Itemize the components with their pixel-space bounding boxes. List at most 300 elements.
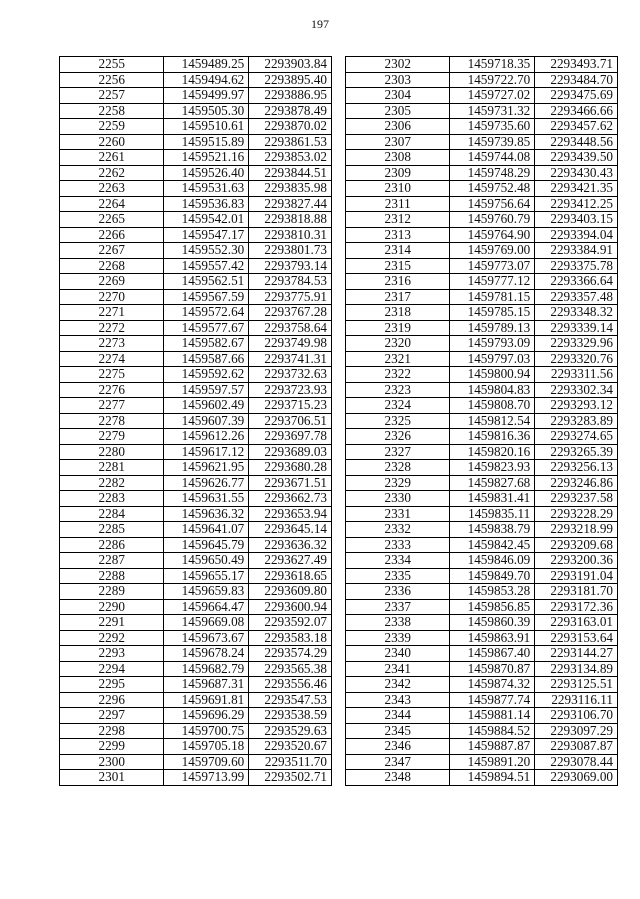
x-coordinate-cell: 1459557.42 bbox=[164, 258, 249, 274]
x-coordinate-cell: 1459727.02 bbox=[450, 88, 535, 104]
point-number-cell: 2276 bbox=[60, 382, 164, 398]
y-coordinate-cell: 2293741.31 bbox=[249, 351, 332, 367]
coordinate-table-left bbox=[59, 56, 332, 786]
y-coordinate-cell: 2293394.04 bbox=[535, 227, 618, 243]
y-coordinate-cell: 2293218.99 bbox=[535, 522, 618, 538]
x-coordinate-cell: 1459769.00 bbox=[450, 243, 535, 259]
coordinate-table-right bbox=[345, 56, 618, 786]
x-coordinate-cell: 1459823.93 bbox=[450, 460, 535, 476]
y-coordinate-cell: 2293861.53 bbox=[249, 134, 332, 150]
point-number-cell: 2294 bbox=[60, 661, 164, 677]
point-number-cell: 2309 bbox=[346, 165, 450, 181]
x-coordinate-cell: 1459631.55 bbox=[164, 491, 249, 507]
y-coordinate-cell: 2293853.02 bbox=[249, 150, 332, 166]
y-coordinate-cell: 2293172.36 bbox=[535, 599, 618, 615]
y-coordinate-cell: 2293116.11 bbox=[535, 692, 618, 708]
x-coordinate-cell: 1459645.79 bbox=[164, 537, 249, 553]
table-row bbox=[346, 88, 618, 104]
x-coordinate-cell: 1459827.68 bbox=[450, 475, 535, 491]
y-coordinate-cell: 2293246.86 bbox=[535, 475, 618, 491]
y-coordinate-cell: 2293106.70 bbox=[535, 708, 618, 724]
table-row bbox=[346, 181, 618, 197]
point-number-cell: 2288 bbox=[60, 568, 164, 584]
x-coordinate-cell: 1459682.79 bbox=[164, 661, 249, 677]
x-coordinate-cell: 1459592.62 bbox=[164, 367, 249, 383]
point-number-cell: 2279 bbox=[60, 429, 164, 445]
x-coordinate-cell: 1459863.91 bbox=[450, 630, 535, 646]
x-coordinate-cell: 1459542.01 bbox=[164, 212, 249, 228]
point-number-cell: 2312 bbox=[346, 212, 450, 228]
x-coordinate-cell: 1459597.57 bbox=[164, 382, 249, 398]
table-row bbox=[60, 398, 332, 414]
x-coordinate-cell: 1459760.79 bbox=[450, 212, 535, 228]
y-coordinate-cell: 2293466.66 bbox=[535, 103, 618, 119]
x-coordinate-cell: 1459793.09 bbox=[450, 336, 535, 352]
point-number-cell: 2271 bbox=[60, 305, 164, 321]
table-row bbox=[346, 150, 618, 166]
point-number-cell: 2298 bbox=[60, 723, 164, 739]
table-row bbox=[60, 150, 332, 166]
point-number-cell: 2343 bbox=[346, 692, 450, 708]
y-coordinate-cell: 2293645.14 bbox=[249, 522, 332, 538]
point-number-cell: 2344 bbox=[346, 708, 450, 724]
table-row bbox=[60, 491, 332, 507]
x-coordinate-cell: 1459713.99 bbox=[164, 770, 249, 786]
table-row bbox=[60, 351, 332, 367]
y-coordinate-cell: 2293618.65 bbox=[249, 568, 332, 584]
point-number-cell: 2281 bbox=[60, 460, 164, 476]
table-row bbox=[346, 258, 618, 274]
y-coordinate-cell: 2293565.38 bbox=[249, 661, 332, 677]
x-coordinate-cell: 1459687.31 bbox=[164, 677, 249, 693]
y-coordinate-cell: 2293592.07 bbox=[249, 615, 332, 631]
table-row bbox=[60, 444, 332, 460]
point-number-cell: 2263 bbox=[60, 181, 164, 197]
point-number-cell: 2326 bbox=[346, 429, 450, 445]
table-row bbox=[60, 212, 332, 228]
x-coordinate-cell: 1459856.85 bbox=[450, 599, 535, 615]
y-coordinate-cell: 2293793.14 bbox=[249, 258, 332, 274]
point-number-cell: 2308 bbox=[346, 150, 450, 166]
table-row bbox=[346, 615, 618, 631]
y-coordinate-cell: 2293457.62 bbox=[535, 119, 618, 135]
x-coordinate-cell: 1459735.60 bbox=[450, 119, 535, 135]
table-row bbox=[346, 708, 618, 724]
x-coordinate-cell: 1459842.45 bbox=[450, 537, 535, 553]
y-coordinate-cell: 2293636.32 bbox=[249, 537, 332, 553]
x-coordinate-cell: 1459617.12 bbox=[164, 444, 249, 460]
x-coordinate-cell: 1459777.12 bbox=[450, 274, 535, 290]
point-number-cell: 2266 bbox=[60, 227, 164, 243]
table-row bbox=[346, 119, 618, 135]
table-row bbox=[346, 413, 618, 429]
table-row bbox=[346, 506, 618, 522]
y-coordinate-cell: 2293320.76 bbox=[535, 351, 618, 367]
y-coordinate-cell: 2293274.65 bbox=[535, 429, 618, 445]
x-coordinate-cell: 1459700.75 bbox=[164, 723, 249, 739]
point-number-cell: 2319 bbox=[346, 320, 450, 336]
page-number: 197 bbox=[311, 17, 329, 31]
point-number-cell: 2268 bbox=[60, 258, 164, 274]
point-number-cell: 2347 bbox=[346, 754, 450, 770]
point-number-cell: 2269 bbox=[60, 274, 164, 290]
table-row bbox=[346, 165, 618, 181]
table-row bbox=[346, 336, 618, 352]
table-row bbox=[346, 754, 618, 770]
point-number-cell: 2302 bbox=[346, 57, 450, 73]
table-row bbox=[346, 289, 618, 305]
point-number-cell: 2292 bbox=[60, 630, 164, 646]
point-number-cell: 2297 bbox=[60, 708, 164, 724]
x-coordinate-cell: 1459884.52 bbox=[450, 723, 535, 739]
point-number-cell: 2296 bbox=[60, 692, 164, 708]
table-row bbox=[346, 429, 618, 445]
point-number-cell: 2321 bbox=[346, 351, 450, 367]
y-coordinate-cell: 2293144.27 bbox=[535, 646, 618, 662]
y-coordinate-cell: 2293087.87 bbox=[535, 739, 618, 755]
y-coordinate-cell: 2293878.49 bbox=[249, 103, 332, 119]
point-number-cell: 2285 bbox=[60, 522, 164, 538]
x-coordinate-cell: 1459572.64 bbox=[164, 305, 249, 321]
table-row bbox=[60, 165, 332, 181]
x-coordinate-cell: 1459505.30 bbox=[164, 103, 249, 119]
point-number-cell: 2336 bbox=[346, 584, 450, 600]
table-row bbox=[346, 568, 618, 584]
point-number-cell: 2275 bbox=[60, 367, 164, 383]
x-coordinate-cell: 1459673.67 bbox=[164, 630, 249, 646]
point-number-cell: 2277 bbox=[60, 398, 164, 414]
point-number-cell: 2324 bbox=[346, 398, 450, 414]
y-coordinate-cell: 2293653.94 bbox=[249, 506, 332, 522]
point-number-cell: 2340 bbox=[346, 646, 450, 662]
table-row bbox=[346, 134, 618, 150]
y-coordinate-cell: 2293723.93 bbox=[249, 382, 332, 398]
point-number-cell: 2293 bbox=[60, 646, 164, 662]
point-number-cell: 2286 bbox=[60, 537, 164, 553]
y-coordinate-cell: 2293627.49 bbox=[249, 553, 332, 569]
x-coordinate-cell: 1459536.83 bbox=[164, 196, 249, 212]
x-coordinate-cell: 1459607.39 bbox=[164, 413, 249, 429]
table-row bbox=[346, 305, 618, 321]
table-row bbox=[346, 491, 618, 507]
y-coordinate-cell: 2293069.00 bbox=[535, 770, 618, 786]
x-coordinate-cell: 1459526.40 bbox=[164, 165, 249, 181]
x-coordinate-cell: 1459874.32 bbox=[450, 677, 535, 693]
x-coordinate-cell: 1459816.36 bbox=[450, 429, 535, 445]
point-number-cell: 2323 bbox=[346, 382, 450, 398]
point-number-cell: 2304 bbox=[346, 88, 450, 104]
y-coordinate-cell: 2293348.32 bbox=[535, 305, 618, 321]
table-row bbox=[60, 692, 332, 708]
point-number-cell: 2255 bbox=[60, 57, 164, 73]
x-coordinate-cell: 1459838.79 bbox=[450, 522, 535, 538]
y-coordinate-cell: 2293448.56 bbox=[535, 134, 618, 150]
y-coordinate-cell: 2293421.35 bbox=[535, 181, 618, 197]
point-number-cell: 2261 bbox=[60, 150, 164, 166]
table-row bbox=[346, 227, 618, 243]
point-number-cell: 2264 bbox=[60, 196, 164, 212]
x-coordinate-cell: 1459752.48 bbox=[450, 181, 535, 197]
point-number-cell: 2256 bbox=[60, 72, 164, 88]
point-number-cell: 2317 bbox=[346, 289, 450, 305]
y-coordinate-cell: 2293097.29 bbox=[535, 723, 618, 739]
point-number-cell: 2318 bbox=[346, 305, 450, 321]
table-row bbox=[60, 646, 332, 662]
table-row bbox=[60, 615, 332, 631]
x-coordinate-cell: 1459655.17 bbox=[164, 568, 249, 584]
y-coordinate-cell: 2293125.51 bbox=[535, 677, 618, 693]
point-number-cell: 2280 bbox=[60, 444, 164, 460]
point-number-cell: 2338 bbox=[346, 615, 450, 631]
point-number-cell: 2345 bbox=[346, 723, 450, 739]
y-coordinate-cell: 2293302.34 bbox=[535, 382, 618, 398]
table-row bbox=[60, 57, 332, 73]
x-coordinate-cell: 1459705.18 bbox=[164, 739, 249, 755]
point-number-cell: 2316 bbox=[346, 274, 450, 290]
x-coordinate-cell: 1459515.89 bbox=[164, 134, 249, 150]
x-coordinate-cell: 1459764.90 bbox=[450, 227, 535, 243]
table-row bbox=[60, 475, 332, 491]
point-number-cell: 2306 bbox=[346, 119, 450, 135]
table-row bbox=[346, 460, 618, 476]
x-coordinate-cell: 1459567.59 bbox=[164, 289, 249, 305]
y-coordinate-cell: 2293775.91 bbox=[249, 289, 332, 305]
table-row bbox=[346, 630, 618, 646]
table-row bbox=[60, 506, 332, 522]
x-coordinate-cell: 1459853.28 bbox=[450, 584, 535, 600]
y-coordinate-cell: 2293529.63 bbox=[249, 723, 332, 739]
x-coordinate-cell: 1459739.85 bbox=[450, 134, 535, 150]
point-number-cell: 2329 bbox=[346, 475, 450, 491]
y-coordinate-cell: 2293732.63 bbox=[249, 367, 332, 383]
table-row bbox=[60, 413, 332, 429]
x-coordinate-cell: 1459636.32 bbox=[164, 506, 249, 522]
x-coordinate-cell: 1459831.41 bbox=[450, 491, 535, 507]
y-coordinate-cell: 2293403.15 bbox=[535, 212, 618, 228]
x-coordinate-cell: 1459626.77 bbox=[164, 475, 249, 491]
table-row bbox=[346, 537, 618, 553]
y-coordinate-cell: 2293810.31 bbox=[249, 227, 332, 243]
point-number-cell: 2346 bbox=[346, 739, 450, 755]
y-coordinate-cell: 2293439.50 bbox=[535, 150, 618, 166]
table-row bbox=[60, 181, 332, 197]
table-row bbox=[346, 196, 618, 212]
table-row bbox=[60, 537, 332, 553]
table-row bbox=[60, 196, 332, 212]
x-coordinate-cell: 1459691.81 bbox=[164, 692, 249, 708]
table-row bbox=[346, 553, 618, 569]
y-coordinate-cell: 2293357.48 bbox=[535, 289, 618, 305]
y-coordinate-cell: 2293200.36 bbox=[535, 553, 618, 569]
point-number-cell: 2339 bbox=[346, 630, 450, 646]
x-coordinate-cell: 1459797.03 bbox=[450, 351, 535, 367]
y-coordinate-cell: 2293078.44 bbox=[535, 754, 618, 770]
y-coordinate-cell: 2293609.80 bbox=[249, 584, 332, 600]
point-number-cell: 2259 bbox=[60, 119, 164, 135]
table-row bbox=[346, 57, 618, 73]
table-row bbox=[346, 444, 618, 460]
point-number-cell: 2315 bbox=[346, 258, 450, 274]
y-coordinate-cell: 2293706.51 bbox=[249, 413, 332, 429]
x-coordinate-cell: 1459808.70 bbox=[450, 398, 535, 414]
y-coordinate-cell: 2293475.69 bbox=[535, 88, 618, 104]
point-number-cell: 2303 bbox=[346, 72, 450, 88]
table-row bbox=[60, 770, 332, 786]
table-row bbox=[60, 88, 332, 104]
y-coordinate-cell: 2293671.51 bbox=[249, 475, 332, 491]
table-row bbox=[346, 522, 618, 538]
table-row bbox=[346, 770, 618, 786]
x-coordinate-cell: 1459870.87 bbox=[450, 661, 535, 677]
x-coordinate-cell: 1459860.39 bbox=[450, 615, 535, 631]
table-row bbox=[346, 398, 618, 414]
y-coordinate-cell: 2293895.40 bbox=[249, 72, 332, 88]
x-coordinate-cell: 1459489.25 bbox=[164, 57, 249, 73]
y-coordinate-cell: 2293600.94 bbox=[249, 599, 332, 615]
point-number-cell: 2313 bbox=[346, 227, 450, 243]
point-number-cell: 2348 bbox=[346, 770, 450, 786]
y-coordinate-cell: 2293827.44 bbox=[249, 196, 332, 212]
y-coordinate-cell: 2293574.29 bbox=[249, 646, 332, 662]
point-number-cell: 2291 bbox=[60, 615, 164, 631]
x-coordinate-cell: 1459891.20 bbox=[450, 754, 535, 770]
table-row bbox=[346, 646, 618, 662]
x-coordinate-cell: 1459659.83 bbox=[164, 584, 249, 600]
x-coordinate-cell: 1459494.62 bbox=[164, 72, 249, 88]
y-coordinate-cell: 2293329.96 bbox=[535, 336, 618, 352]
x-coordinate-cell: 1459849.70 bbox=[450, 568, 535, 584]
x-coordinate-cell: 1459621.95 bbox=[164, 460, 249, 476]
y-coordinate-cell: 2293384.91 bbox=[535, 243, 618, 259]
x-coordinate-cell: 1459709.60 bbox=[164, 754, 249, 770]
y-coordinate-cell: 2293153.64 bbox=[535, 630, 618, 646]
point-number-cell: 2328 bbox=[346, 460, 450, 476]
y-coordinate-cell: 2293767.28 bbox=[249, 305, 332, 321]
table-row bbox=[346, 677, 618, 693]
table-row bbox=[60, 723, 332, 739]
y-coordinate-cell: 2293339.14 bbox=[535, 320, 618, 336]
point-number-cell: 2301 bbox=[60, 770, 164, 786]
x-coordinate-cell: 1459867.40 bbox=[450, 646, 535, 662]
y-coordinate-cell: 2293191.04 bbox=[535, 568, 618, 584]
table-row bbox=[346, 584, 618, 600]
x-coordinate-cell: 1459650.49 bbox=[164, 553, 249, 569]
table-row bbox=[60, 72, 332, 88]
table-row bbox=[60, 243, 332, 259]
y-coordinate-cell: 2293237.58 bbox=[535, 491, 618, 507]
x-coordinate-cell: 1459664.47 bbox=[164, 599, 249, 615]
y-coordinate-cell: 2293484.70 bbox=[535, 72, 618, 88]
x-coordinate-cell: 1459744.08 bbox=[450, 150, 535, 166]
point-number-cell: 2273 bbox=[60, 336, 164, 352]
x-coordinate-cell: 1459722.70 bbox=[450, 72, 535, 88]
y-coordinate-cell: 2293293.12 bbox=[535, 398, 618, 414]
x-coordinate-cell: 1459669.08 bbox=[164, 615, 249, 631]
table-row bbox=[346, 692, 618, 708]
point-number-cell: 2335 bbox=[346, 568, 450, 584]
table-row bbox=[346, 320, 618, 336]
x-coordinate-cell: 1459552.30 bbox=[164, 243, 249, 259]
y-coordinate-cell: 2293697.78 bbox=[249, 429, 332, 445]
x-coordinate-cell: 1459748.29 bbox=[450, 165, 535, 181]
table-row bbox=[346, 351, 618, 367]
table-row bbox=[60, 429, 332, 445]
table-row bbox=[346, 475, 618, 491]
x-coordinate-cell: 1459877.74 bbox=[450, 692, 535, 708]
x-coordinate-cell: 1459881.14 bbox=[450, 708, 535, 724]
y-coordinate-cell: 2293366.64 bbox=[535, 274, 618, 290]
point-number-cell: 2305 bbox=[346, 103, 450, 119]
y-coordinate-cell: 2293870.02 bbox=[249, 119, 332, 135]
point-number-cell: 2299 bbox=[60, 739, 164, 755]
y-coordinate-cell: 2293715.23 bbox=[249, 398, 332, 414]
point-number-cell: 2284 bbox=[60, 506, 164, 522]
table-row bbox=[346, 103, 618, 119]
y-coordinate-cell: 2293662.73 bbox=[249, 491, 332, 507]
table-row bbox=[60, 305, 332, 321]
table-row bbox=[346, 723, 618, 739]
point-number-cell: 2307 bbox=[346, 134, 450, 150]
table-row bbox=[60, 274, 332, 290]
x-coordinate-cell: 1459785.15 bbox=[450, 305, 535, 321]
y-coordinate-cell: 2293430.43 bbox=[535, 165, 618, 181]
point-number-cell: 2330 bbox=[346, 491, 450, 507]
table-row bbox=[60, 599, 332, 615]
point-number-cell: 2274 bbox=[60, 351, 164, 367]
y-coordinate-cell: 2293511.70 bbox=[249, 754, 332, 770]
point-number-cell: 2300 bbox=[60, 754, 164, 770]
point-number-cell: 2270 bbox=[60, 289, 164, 305]
x-coordinate-cell: 1459499.97 bbox=[164, 88, 249, 104]
y-coordinate-cell: 2293256.13 bbox=[535, 460, 618, 476]
table-row bbox=[60, 382, 332, 398]
y-coordinate-cell: 2293801.73 bbox=[249, 243, 332, 259]
table-row bbox=[346, 367, 618, 383]
point-number-cell: 2325 bbox=[346, 413, 450, 429]
table-row bbox=[60, 754, 332, 770]
table-row bbox=[60, 460, 332, 476]
point-number-cell: 2283 bbox=[60, 491, 164, 507]
table-row bbox=[60, 553, 332, 569]
point-number-cell: 2327 bbox=[346, 444, 450, 460]
x-coordinate-cell: 1459521.16 bbox=[164, 150, 249, 166]
y-coordinate-cell: 2293375.78 bbox=[535, 258, 618, 274]
y-coordinate-cell: 2293583.18 bbox=[249, 630, 332, 646]
table-row bbox=[60, 103, 332, 119]
x-coordinate-cell: 1459612.26 bbox=[164, 429, 249, 445]
y-coordinate-cell: 2293181.70 bbox=[535, 584, 618, 600]
y-coordinate-cell: 2293520.67 bbox=[249, 739, 332, 755]
y-coordinate-cell: 2293538.59 bbox=[249, 708, 332, 724]
point-number-cell: 2320 bbox=[346, 336, 450, 352]
point-number-cell: 2257 bbox=[60, 88, 164, 104]
point-number-cell: 2272 bbox=[60, 320, 164, 336]
x-coordinate-cell: 1459789.13 bbox=[450, 320, 535, 336]
x-coordinate-cell: 1459812.54 bbox=[450, 413, 535, 429]
point-number-cell: 2289 bbox=[60, 584, 164, 600]
y-coordinate-cell: 2293547.53 bbox=[249, 692, 332, 708]
y-coordinate-cell: 2293163.01 bbox=[535, 615, 618, 631]
x-coordinate-cell: 1459696.29 bbox=[164, 708, 249, 724]
x-coordinate-cell: 1459547.17 bbox=[164, 227, 249, 243]
x-coordinate-cell: 1459887.87 bbox=[450, 739, 535, 755]
y-coordinate-cell: 2293835.98 bbox=[249, 181, 332, 197]
x-coordinate-cell: 1459602.49 bbox=[164, 398, 249, 414]
y-coordinate-cell: 2293818.88 bbox=[249, 212, 332, 228]
point-number-cell: 2311 bbox=[346, 196, 450, 212]
point-number-cell: 2342 bbox=[346, 677, 450, 693]
point-number-cell: 2332 bbox=[346, 522, 450, 538]
